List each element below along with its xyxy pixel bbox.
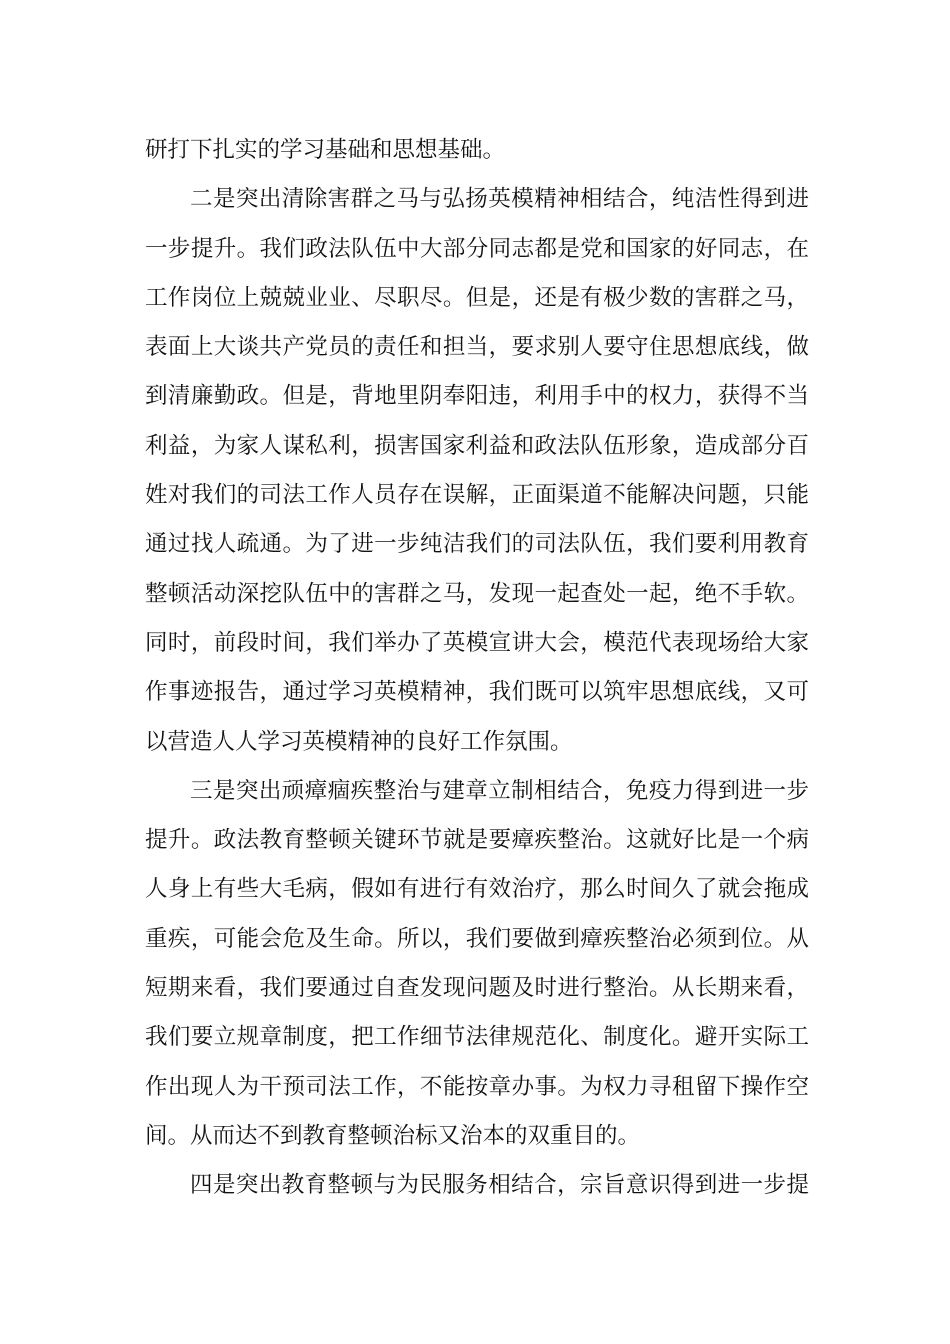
text-line: 我们要立规章制度，把工作细节法律规范化、制度化。避开实际工 (145, 1024, 809, 1051)
text-line: 间。从而达不到教育整顿治标又治本的双重目的。 (145, 1122, 641, 1149)
text-line: 研打下扎实的学习基础和思想基础。 (145, 137, 506, 163)
text-line: 人身上有些大毛病，假如有进行有效治疗，那么时间久了就会拖成 (145, 876, 809, 903)
text-line: 姓对我们的司法工作人员存在误解，正面渠道不能解决问题，只能 (145, 482, 809, 509)
text-line: 提升。政法教育整顿关键环节就是要瘴疾整治。这就好比是一个病 (145, 827, 809, 854)
text-line: 整顿活动深挖队伍中的害群之马，发现一起查处一起，绝不手软。 (145, 580, 809, 607)
text-line: 通过找人疏通。为了进一步纯洁我们的司法队伍，我们要利用教育 (145, 531, 809, 558)
text-line: 作事迹报告，通过学习英模精神，我们既可以筑牢思想底线，又可 (145, 679, 809, 706)
document-body (145, 126, 809, 1211)
text-line: 一步提升。我们政法队伍中大部分同志都是党和国家的好同志，在 (145, 235, 809, 262)
text-line: 同时，前段时间，我们举办了英模宣讲大会，模范代表现场给大家 (145, 629, 809, 656)
paragraph-heading-line: 二是突出清除害群之马与弘扬英模精神相结合，纯洁性得到进 (190, 186, 809, 213)
text-line: 短期来看，我们要通过自查发现问题及时进行整治。从长期来看， (145, 975, 809, 1002)
paragraph-heading-line: 三是突出顽瘴痼疾整治与建章立制相结合，免疫力得到进一步 (190, 777, 809, 804)
paragraph-heading-line: 四是突出教育整顿与为民服务相结合，宗旨意识得到进一步提 (190, 1172, 809, 1199)
text-line: 表面上大谈共产党员的责任和担当，要求别人要守住思想底线，做 (145, 334, 809, 361)
text-line: 利益，为家人谋私利，损害国家利益和政法队伍形象，造成部分百 (145, 432, 809, 459)
text-line: 重疾，可能会危及生命。所以，我们要做到瘴疾整治必须到位。从 (145, 925, 809, 952)
text-line: 工作岗位上兢兢业业、尽职尽。但是，还是有极少数的害群之马， (145, 284, 809, 311)
text-line: 到清廉勤政。但是，背地里阴奉阳违，利用手中的权力，获得不当 (145, 383, 809, 410)
text-line: 作出现人为干预司法工作，不能按章办事。为权力寻租留下操作空 (145, 1073, 809, 1100)
text-line: 以营造人人学习英模精神的良好工作氛围。 (145, 728, 573, 755)
